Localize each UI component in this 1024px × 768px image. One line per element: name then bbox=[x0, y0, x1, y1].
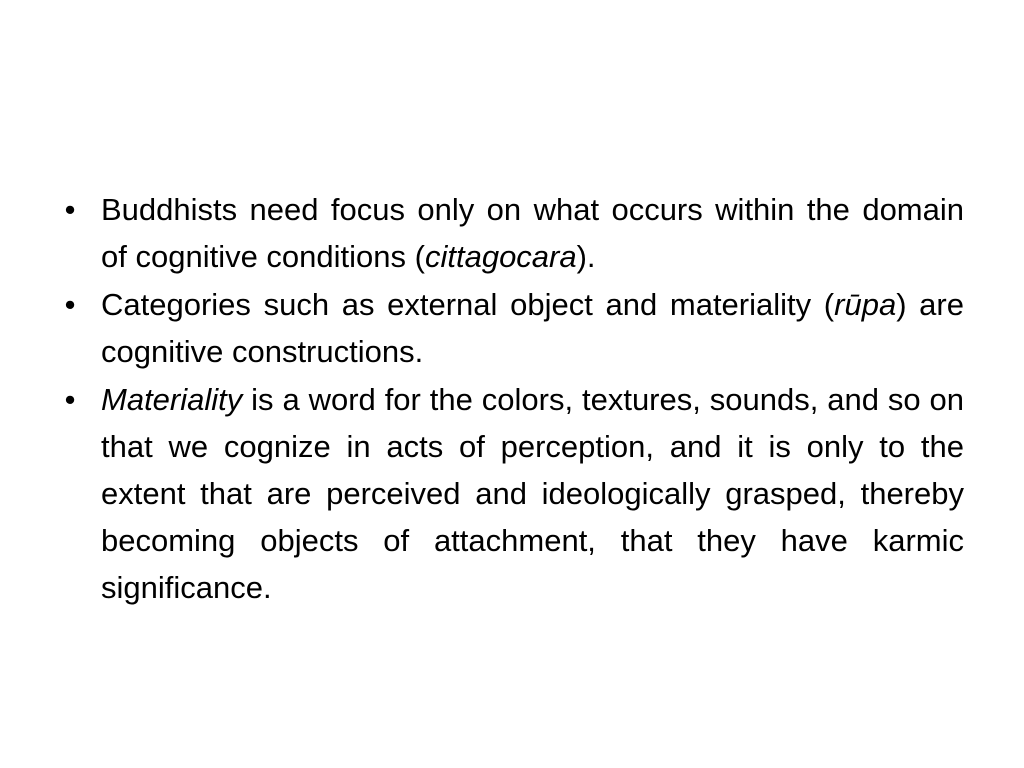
bullet-text-segment: ). bbox=[576, 239, 596, 274]
bullet-text-segment: is a word for the colors, textures, sounds, and so on that we cognize in acts of perception, and it is only to the extent that are perceived and ideologically grasped, thereby becoming objects of attachment, that they have karmic significance. bbox=[101, 382, 964, 605]
bullet-text bbox=[101, 186, 964, 280]
bullet-marker: • bbox=[64, 287, 76, 322]
bullet-text-segment: Buddhists need focus only on what occurs within the domain of cognitive conditions ( bbox=[101, 192, 964, 274]
bullet-text-segment: Categories such as external object and materiality ( bbox=[101, 287, 835, 322]
italic-term-rupa: rūpa bbox=[834, 287, 897, 322]
bullet-text bbox=[101, 281, 964, 375]
bullet-text-segment: ) are cognitive constructions. bbox=[101, 287, 964, 369]
bullet-item-rupa bbox=[60, 281, 964, 375]
italic-term-cittagocara: cittagocara bbox=[424, 239, 577, 274]
bullet-list bbox=[60, 186, 964, 612]
bullet-item-cittagocara bbox=[60, 186, 964, 280]
bullet-text bbox=[101, 376, 964, 611]
bullet-item-materiality bbox=[60, 376, 964, 611]
bullet-marker: • bbox=[64, 192, 76, 227]
bullet-marker: • bbox=[64, 382, 76, 417]
italic-term-materiality: Materiality bbox=[101, 382, 243, 417]
